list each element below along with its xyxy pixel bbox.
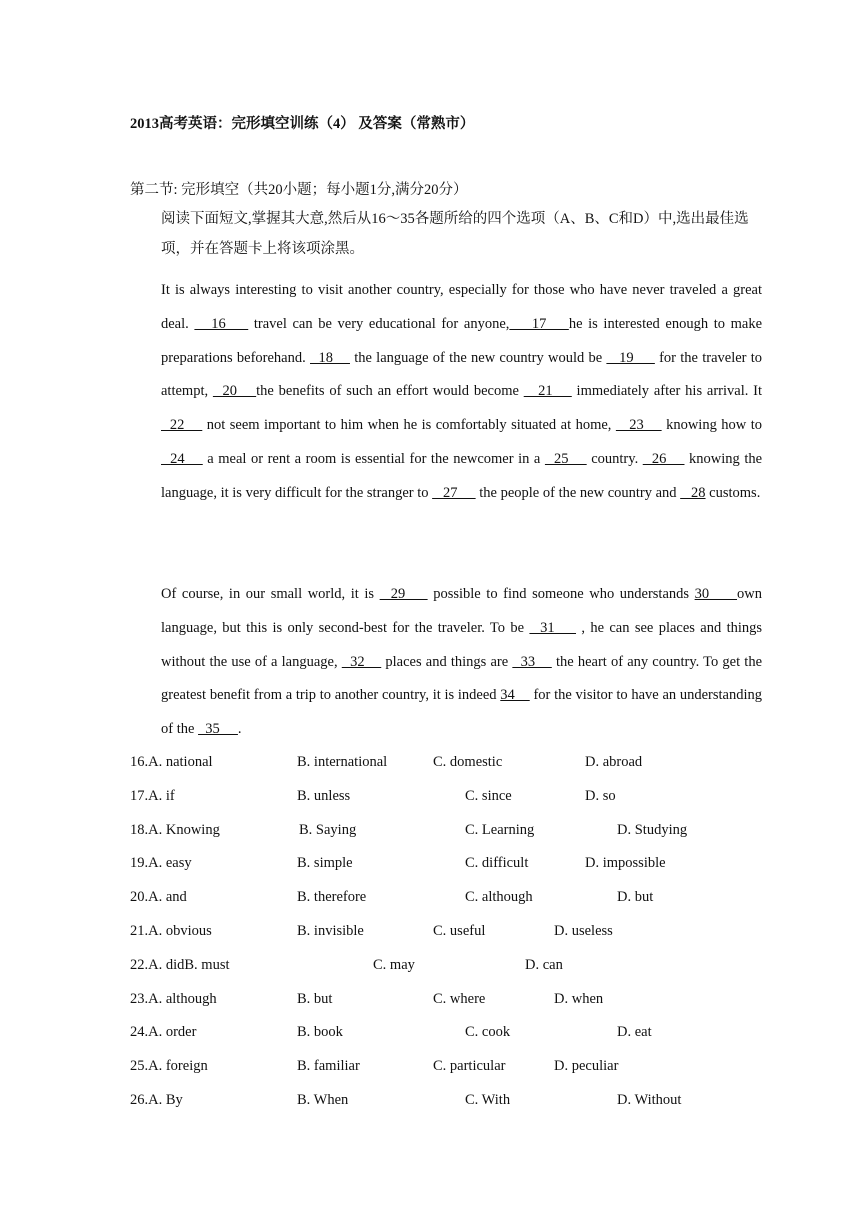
passage-text: for the visitor to have an understanding of the <box>161 687 763 738</box>
option-row-22 <box>130 957 731 981</box>
passage-text: knowing the language, it is very difficult for the stranger to <box>161 450 763 501</box>
passage-text: he is interested enough to make preparations beforehand. <box>161 315 763 366</box>
option-c: C. particular <box>433 1058 506 1075</box>
option-c: C. may <box>373 956 415 973</box>
blank-22: 22 <box>161 417 203 434</box>
option-c: C. although <box>465 889 533 906</box>
option-d: D. useless <box>554 923 613 939</box>
passage-text: for the traveler to attempt, <box>161 349 763 400</box>
blank-29: 29 <box>379 586 428 602</box>
option-row-18 <box>130 822 731 846</box>
option-d: D. abroad <box>585 754 643 770</box>
passage-paragraph-1 <box>130 274 762 511</box>
option-b: B. unless <box>297 787 351 804</box>
option-row-21 <box>130 923 731 947</box>
option-a: 19.A. easy <box>130 855 192 872</box>
option-b: B. book <box>297 1024 343 1041</box>
passage-text: immediately after his arrival. It <box>571 383 762 400</box>
passage-text: customs. <box>705 484 761 501</box>
option-d: D. can <box>525 956 563 973</box>
option-a: 22.A. didB. must <box>130 956 230 973</box>
option-c: C. where <box>433 990 486 1007</box>
option-d: D. Without <box>617 1092 682 1108</box>
option-a: 16.A. national <box>130 754 213 770</box>
passage-paragraph-2 <box>130 578 762 747</box>
blank-27: 27 <box>432 484 476 501</box>
option-c: C. since <box>465 787 512 804</box>
option-c: C. With <box>465 1092 511 1108</box>
option-b: B. familiar <box>297 1058 360 1075</box>
option-b: B. invisible <box>297 923 364 939</box>
option-d: D. Studying <box>617 821 688 838</box>
option-row-26 <box>130 1092 731 1116</box>
blank-24: 24 <box>161 450 203 467</box>
passage-text: country. <box>586 450 643 467</box>
blank-20: 20 <box>212 383 257 400</box>
option-c: C. useful <box>433 923 486 939</box>
option-a: 23.A. although <box>130 990 217 1007</box>
passage-text: It is always interesting to visit another country, especially for those who have never traveled a great deal. <box>161 282 762 332</box>
blank-33: 33 <box>512 653 552 670</box>
option-c: C. difficult <box>465 855 529 872</box>
option-d: D. eat <box>617 1024 652 1041</box>
passage-text: the benefits of such an effort would become <box>256 383 524 400</box>
option-d: D. impossible <box>585 855 666 872</box>
option-a: 24.A. order <box>130 1024 197 1041</box>
option-b: B. but <box>297 990 333 1007</box>
option-c: C. domestic <box>433 754 503 770</box>
blank-17: 17 <box>509 315 569 332</box>
blank-23: 23 <box>615 417 662 434</box>
passage-text: own language, but this is only second-best for the traveler. To be <box>161 586 763 636</box>
option-row-24 <box>130 1024 731 1048</box>
option-b: B. When <box>297 1092 349 1108</box>
passage-text: . <box>237 721 242 738</box>
option-b: B. international <box>297 754 388 770</box>
option-c: C. cook <box>465 1024 511 1041</box>
instructions: 阅读下面短文,掌握其大意,然后从16～35各题所给的四个选项（A、B、C和D）中,选出最佳选项，并在答题卡上将该项涂黑。 <box>161 211 749 257</box>
option-a: 20.A. and <box>130 889 187 906</box>
option-b: B. Saying <box>299 821 357 838</box>
option-row-23 <box>130 991 731 1015</box>
option-d: D. peculiar <box>554 1058 619 1075</box>
option-a: 26.A. By <box>130 1092 183 1108</box>
option-a: 17.A. if <box>130 787 175 804</box>
option-row-20 <box>130 889 731 913</box>
passage-text: possible to find someone who understands <box>427 586 695 602</box>
blank-26: 26 <box>642 450 685 467</box>
passage-text: travel can be very educational for anyone, <box>248 315 510 332</box>
option-a: 25.A. foreign <box>130 1058 208 1075</box>
blank-31: 31 <box>529 619 577 636</box>
passage-text: places and things are <box>381 653 513 670</box>
option-d: D. but <box>617 889 654 906</box>
blank-16: 16 <box>194 315 249 332</box>
blank-18: 18 <box>310 349 350 366</box>
option-row-25 <box>130 1058 731 1082</box>
passage-text: , he can see places and things without the use of a language, <box>161 619 763 670</box>
option-a: 21.A. obvious <box>130 923 212 939</box>
passage-text: not seem important to him when he is comfortably situated at home, <box>202 417 616 434</box>
passage-text: Of course, in our small world, it is <box>161 586 380 602</box>
section-heading: 第二节: 完形填空（共20小题；每小题1分,满分20分） <box>130 182 468 198</box>
blank-35: 35 <box>198 721 238 738</box>
option-d: D. when <box>554 990 604 1007</box>
blank-30: 30 <box>694 586 738 602</box>
option-a: 18.A. Knowing <box>130 821 220 838</box>
option-b: B. therefore <box>297 889 367 906</box>
option-row-19 <box>130 855 731 879</box>
option-c: C. Learning <box>465 821 535 838</box>
passage-text: the language of the new country would be <box>349 349 607 366</box>
blank-19: 19 <box>606 349 655 366</box>
passage-text: a meal or rent a room is essential for the newcomer in a <box>202 450 545 467</box>
blank-21: 21 <box>523 383 572 400</box>
option-row-16 <box>130 754 731 778</box>
blank-34: 34 <box>500 687 530 704</box>
option-d: D. so <box>585 787 616 804</box>
passage-text: knowing how to <box>661 417 763 434</box>
passage-text: the heart of any country. To get the greatest benefit from a trip to another country, it is indeed <box>161 653 763 704</box>
blank-25: 25 <box>544 450 587 467</box>
blank-28: 28 <box>680 484 706 501</box>
passage-text: the people of the new country and <box>475 484 681 501</box>
blank-32: 32 <box>341 653 382 670</box>
option-row-17 <box>130 788 731 812</box>
option-b: B. simple <box>297 855 353 872</box>
page-title: 2013高考英语：完形填空训练（4） 及答案（常熟市） <box>130 116 475 132</box>
